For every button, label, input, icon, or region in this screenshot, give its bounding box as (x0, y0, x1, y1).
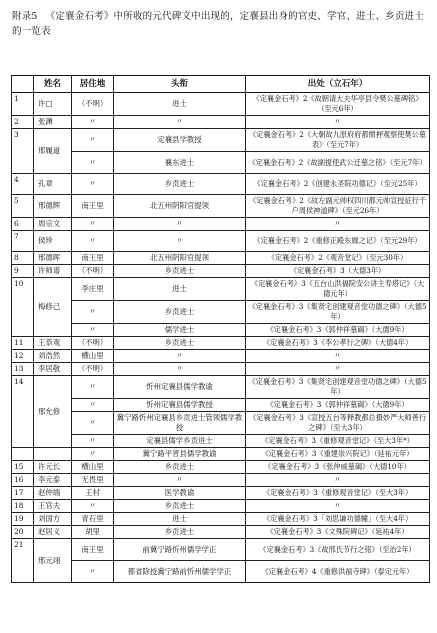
table-row (12, 412, 430, 435)
title-cell: 北五州阴阳官提领 (114, 252, 246, 265)
residence-cell: 南王里 (72, 539, 114, 561)
person-name: 赵居义 (34, 526, 72, 539)
row-number: 8 (12, 252, 34, 265)
table-row (12, 526, 430, 539)
header-name: 姓名 (34, 76, 72, 93)
residence-cell: 胡里 (72, 526, 114, 539)
table-row (12, 231, 430, 252)
table-row (12, 363, 430, 376)
table-row (12, 174, 430, 195)
source-cell: 〃 (246, 363, 430, 376)
residence-cell: 横山里 (72, 461, 114, 474)
title-cell: 〃 (114, 363, 246, 376)
table-row (12, 129, 430, 152)
title-cell: 〃 (114, 350, 246, 363)
table-row (12, 252, 430, 265)
residence-cell: 王村 (72, 487, 114, 500)
title-cell: 冀宁路平晋县儒学教谕 (114, 448, 246, 461)
row-number: 1 (12, 93, 34, 116)
table-row (12, 561, 430, 583)
person-name: 王官夫 (34, 500, 72, 513)
residence-cell: 李庄里 (72, 278, 114, 301)
table-row (12, 93, 430, 116)
table-caption (12, 9, 430, 39)
residence-cell: 无畏里 (72, 474, 114, 487)
person-name: 刘浩然 (34, 350, 72, 363)
person-name: 邢元翊 (34, 539, 72, 583)
appendix-number: 附录5 (12, 11, 38, 22)
table-row (12, 116, 430, 129)
title-cell: 乡贡进士 (114, 526, 246, 539)
person-name: 孔章 (34, 174, 72, 195)
source-cell: 《定襄金石考》3《宣授五台等释教都总摄妙严大师善行之碑》（至大3年） (246, 412, 430, 435)
person-name: 许□ (34, 93, 72, 116)
source-cell: 《定襄金石考》2《故左副元帅权四川都元帅宣授征行千户周侯神道碑》（至元26年） (246, 195, 430, 218)
source-cell: 〃 (246, 474, 430, 487)
source-cell: 〃 (246, 500, 430, 513)
residence-cell: （不明） (72, 363, 114, 376)
residence-cell: 〃 (72, 435, 114, 448)
row-number: 9 (12, 265, 34, 278)
title-cell: 乡贡进士 (114, 174, 246, 195)
row-number: 15 (12, 461, 34, 474)
table-row (12, 513, 430, 526)
residence-cell: 〃 (72, 152, 114, 174)
person-name: 李元泰 (34, 474, 72, 487)
row-number: 4 (12, 174, 34, 195)
official-list-table (11, 75, 430, 583)
table-row (12, 324, 430, 337)
source-cell: 《定襄金石考》3《郭仲祥墓碣》（大德9年） (246, 324, 430, 337)
row-number: 16 (12, 474, 34, 487)
table-row (12, 474, 430, 487)
person-name: 邢德辉 (34, 195, 72, 218)
residence-cell: 〃 (72, 376, 114, 399)
row-number: 19 (12, 513, 34, 526)
title-cell: 忻州定襄县儒学教授 (114, 399, 246, 412)
residence-cell: 〃 (72, 218, 114, 231)
residence-cell: 〃 (72, 116, 114, 129)
source-cell: 〃 (246, 218, 430, 231)
residence-cell: 青石里 (72, 513, 114, 526)
source-cell: 《定襄金石考》3《李公孝行之碑》（大德4年） (246, 337, 430, 350)
title-cell: 〃 (114, 231, 246, 252)
source-cell: 《定襄金石考》2《大朝故九原府府都惯押观察使樊公墓表》（至元7年） (246, 129, 430, 152)
table-row (12, 350, 430, 363)
source-cell: 〃 (246, 350, 430, 363)
person-name: 李居敬 (34, 363, 72, 376)
title-cell: 医学教谕 (114, 487, 246, 500)
header-number (12, 76, 34, 93)
title-cell: 定襄县儒学乡贡进士 (114, 435, 246, 448)
row-number: 2 (12, 116, 34, 129)
title-cell: 乡贡进士 (114, 301, 246, 324)
source-cell: 《定襄金石考》3（大德3年） (246, 265, 430, 278)
table-row (12, 152, 430, 174)
source-cell: 《定襄金石考》2《创建永圣院功德记》（至元25年） (246, 174, 430, 195)
residence-cell: （不明） (72, 265, 114, 278)
person-name: 侯珍 (34, 231, 72, 252)
residence-cell: 〃 (72, 231, 114, 252)
source-cell: 《定襄金石考》3《重修观音堂记》（至大3年*） (246, 435, 430, 448)
title-cell: 前冀宁路忻州儒学学正 (114, 539, 246, 561)
table-row (12, 487, 430, 500)
person-name: 梅修己 (34, 278, 72, 337)
person-name: 邢允修 (34, 376, 72, 448)
table-row (12, 399, 430, 412)
residence-cell: 横山里 (72, 350, 114, 363)
person-name: 周宗文 (34, 218, 72, 231)
person-name (34, 448, 72, 461)
person-name: 邢履道 (34, 129, 72, 174)
residence-cell: 〃 (72, 174, 114, 195)
source-cell: 《定襄金石考》3《五台山洪福院安公讲主寿塔记》（大德元年） (246, 278, 430, 301)
title-cell: 〃 (114, 116, 246, 129)
source-cell: 《定襄金石考》2《重修正殿东廊之记》（至元29年） (246, 231, 430, 252)
title-cell: 冀宁路忻州定襄县乡贡进士管领儒学教授 (114, 412, 246, 435)
table-row (12, 218, 430, 231)
residence-cell: 〃 (72, 412, 114, 435)
table-body (12, 93, 430, 583)
table-row (12, 435, 430, 448)
person-name: 王恭观 (34, 337, 72, 350)
source-cell: 《定襄金石考》3《集贤宅创建观音堂功德之碑》（大德5年） (246, 376, 430, 399)
title-cell: 乡贡进士 (114, 500, 246, 513)
title-cell: 进士 (114, 278, 246, 301)
title-cell: 儒学进士 (114, 324, 246, 337)
row-number: 13 (12, 363, 34, 376)
title-cell: 都省除授冀宁路前忻州儒学学正 (114, 561, 246, 583)
residence-cell: 〃 (72, 129, 114, 152)
table-row (12, 278, 430, 301)
source-cell: 《定襄金石考》2《故副提使武公迁墓之铭》（至元7年） (246, 152, 430, 174)
residence-cell: 南王里 (72, 252, 114, 265)
table-row (12, 539, 430, 561)
row-number: 5 (12, 195, 34, 218)
title-cell: 〃 (114, 474, 246, 487)
residence-cell: 〃 (72, 301, 114, 324)
person-name: 邢德晖 (34, 252, 72, 265)
header-row (12, 76, 430, 93)
residence-cell: 〃 (72, 324, 114, 337)
title-cell: 襄东进士 (114, 152, 246, 174)
source-cell: 《定襄金石考》4《重修洪福寺碑》（泰定元年） (246, 561, 430, 583)
table-row (12, 448, 430, 461)
row-number: 12 (12, 350, 34, 363)
row-number (12, 448, 34, 461)
source-cell: 《定襄金石考》3「刘思谦功德幢」（至大4年） (246, 513, 430, 526)
header-title: 头衔 (114, 76, 246, 93)
table-row (12, 301, 430, 324)
person-name: 许元长 (34, 461, 72, 474)
source-cell: 《定襄金石考》2《观音堂记》（至元30年） (246, 252, 430, 265)
person-name: 赵仲端 (34, 487, 72, 500)
residence-cell: （不明） (72, 93, 114, 116)
title-cell: 定襄县学教授 (114, 129, 246, 152)
row-number: 17 (12, 487, 34, 500)
residence-cell: 〃 (72, 448, 114, 461)
table-row (12, 337, 430, 350)
title-cell: 乡贡进士 (114, 461, 246, 474)
row-number: 3 (12, 129, 34, 174)
row-number: 20 (12, 526, 34, 539)
source-cell: 《定襄金石考》3《故邢氏节行之铭》（至治2年） (246, 539, 430, 561)
source-cell: 《定襄金石考》3《张仲威墓碣》（大德10年） (246, 461, 430, 474)
row-number: 11 (12, 337, 34, 350)
row-number: 21 (12, 539, 34, 583)
residence-cell: 〃 (72, 500, 114, 513)
title-cell: 〃 (114, 218, 246, 231)
title-cell: 乡贡进士 (114, 337, 246, 350)
title-cell: 乡贡进士 (114, 265, 246, 278)
source-cell: 《定襄金石考》3《文殊院碑记》（延祐4年） (246, 526, 430, 539)
person-name: 许师谱 (34, 265, 72, 278)
source-cell: 《定襄金石考》3《重修观音堂记》（至大3年） (246, 487, 430, 500)
source-cell: 《定襄金石考》3《集贤宅创建观音堂功德之碑》（大德5年） (246, 301, 430, 324)
title-cell: 进士 (114, 513, 246, 526)
table-row (12, 500, 430, 513)
row-number: 10 (12, 278, 34, 337)
table-row (12, 461, 430, 474)
residence-cell: 南王里 (72, 195, 114, 218)
title-cell: 忻州定襄县儒学教谕 (114, 376, 246, 399)
residence-cell: 〃 (72, 561, 114, 583)
row-number: 18 (12, 500, 34, 513)
row-number: 14 (12, 376, 34, 448)
source-cell: 《定襄金石考》3《重建崇兴院记》（延祐元年） (246, 448, 430, 461)
source-cell: 〃 (246, 116, 430, 129)
person-name: 刘国方 (34, 513, 72, 526)
caption-text: 《定襄金石考》中所收的元代碑文中出现的，定襄县出身的官吏、学官、进士、乡贡进士的一览表 (12, 11, 424, 37)
title-cell: 进士 (114, 93, 246, 116)
header-residence: 居住地 (72, 76, 114, 93)
header-source: 出处（立石年） (246, 76, 430, 93)
table-row (12, 265, 430, 278)
row-number: 7 (12, 231, 34, 252)
residence-cell: （不明） (72, 337, 114, 350)
table-row (12, 195, 430, 218)
title-cell: 北五州阴阳官提领 (114, 195, 246, 218)
row-number: 6 (12, 218, 34, 231)
residence-cell: 〃 (72, 399, 114, 412)
table-row (12, 376, 430, 399)
source-cell: 《定襄金石考》2《故朝请大夫华亭县令樊公墓碑铭》（至元6年） (246, 93, 430, 116)
source-cell: 《定襄金石考》3《郭仲祥墓碣》（大德9年） (246, 399, 430, 412)
person-name: 张渊 (34, 116, 72, 129)
